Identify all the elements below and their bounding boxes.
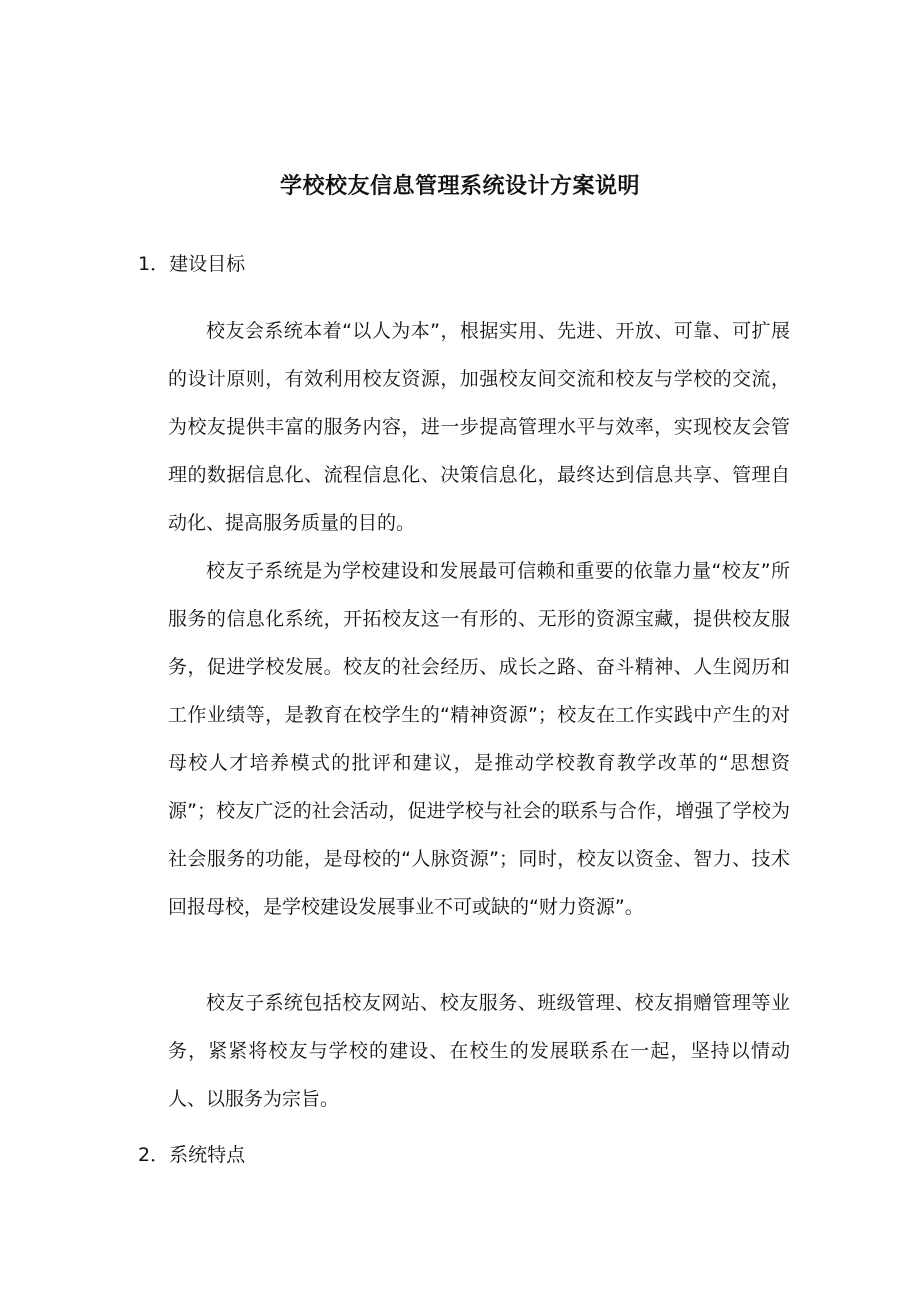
section-heading-2: 2．系统特点 — [138, 1144, 246, 1166]
section-heading-1: 1．建设目标 — [138, 253, 246, 275]
document-title: 学校校友信息管理系统设计方案说明 — [279, 174, 640, 199]
paragraph-subsystem-scope: 校友子系统包括校友网站、校友服务、班级管理、校友捐赠管理等业务，紧紧将校友与学校的建设、在校生的发展联系在一起，坚持以情动人、以服务为宗旨。 — [168, 992, 790, 1110]
paragraph-subsystem-purpose: 校友子系统是为学校建设和发展最可信赖和重要的依靠力量“校友”所服务的信息化系统，开拓校友这一有形的、无形的资源宝藏，提供校友服务，促进学校发展。校友的社会经历、成长之路、奋斗精神、人生阅历和工作业绩等，是教育在校学生的“精神资源”；校友在工作实践中产生的对母校人才培养模式的批评和建议，是推动学校教育教学改革的“思想资源”；校友广泛的社会活动，促进学校与社会的联系与合作，增强了学校为社会服务的功能，是母校的“人脉资源”；同时，校友以资金、智力、技术回报母校，是学校建设发展事业不可或缺的“财力资源”。 — [168, 560, 790, 918]
paragraph-goal: 校友会系统本着“以人为本”，根据实用、先进、开放、可靠、可扩展的设计原则，有效利用校友资源，加强校友间交流和校友与学校的交流，为校友提供丰富的服务内容，进一步提高管理水平与效率，实现校友会管理的数据信息化、流程信息化、决策信息化，最终达到信息共享、管理自动化、提高服务质量的目的。 — [168, 320, 790, 534]
